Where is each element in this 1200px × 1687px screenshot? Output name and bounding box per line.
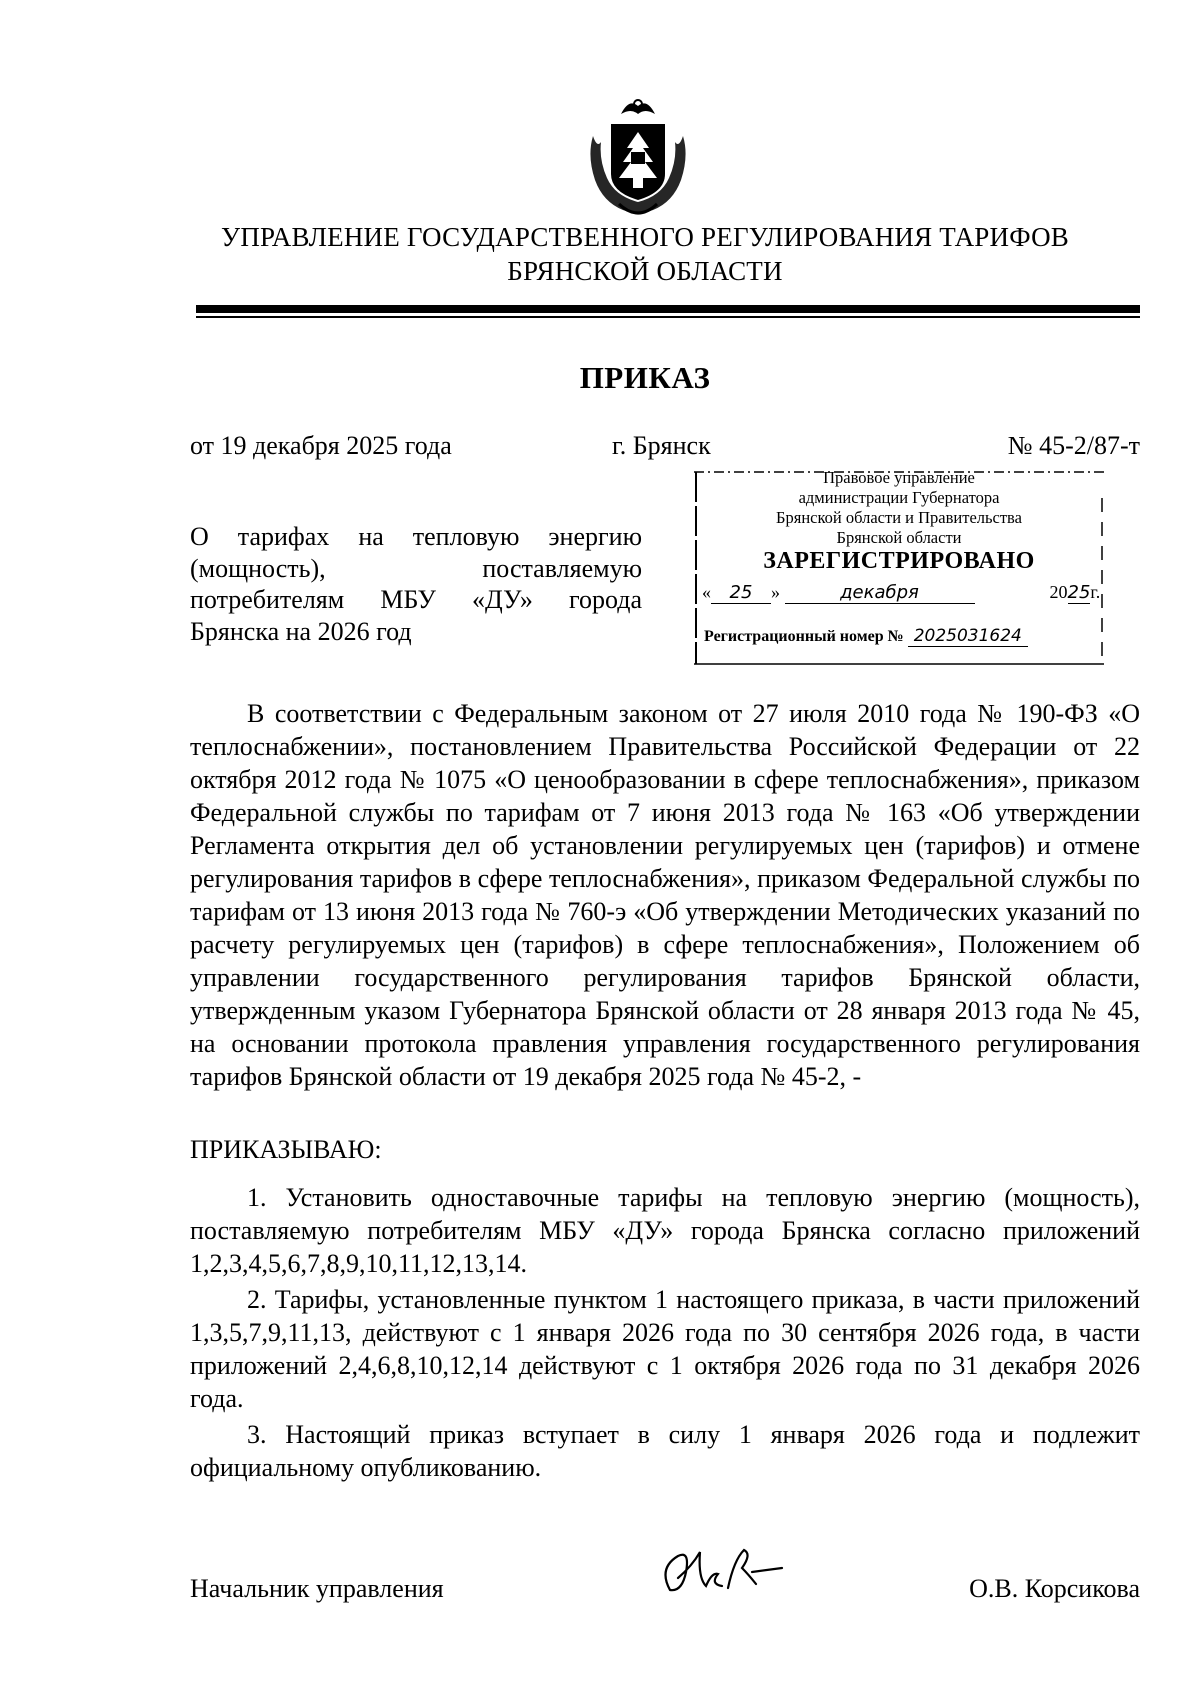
stamp-year-unit: г. (1090, 582, 1101, 602)
handwritten-signature-icon (648, 1538, 798, 1608)
order-points (190, 1181, 1140, 1487)
order-word: ПРИКАЗЫВАЮ: (190, 1135, 382, 1164)
header-divider-thin (196, 316, 1140, 318)
preamble (190, 697, 1140, 1093)
order-point-3: 3. Настоящий приказ вступает в силу 1 января 2026 года и подлежит официальному опубликованию. (190, 1420, 1140, 1482)
stamp-line4: Брянской области (836, 528, 962, 547)
document-title: ПРИКАЗ (579, 360, 711, 395)
stamp-reg-number: 2025031624 (908, 626, 1028, 647)
stamp-registered: ЗАРЕГИСТРИРОВАНО (763, 548, 1035, 574)
signatory-position: Начальник управления (190, 1574, 444, 1603)
signatory-name: О.В. Корсикова (969, 1574, 1140, 1603)
document-number: № 45-2/87-т (1007, 431, 1140, 460)
org-name-line2: БРЯНСКОЙ ОБЛАСТИ (507, 256, 783, 286)
coat-of-arms-icon (583, 96, 693, 220)
stamp-month: декабря (785, 582, 975, 604)
order-point-2: 2. Тарифы, установленные пунктом 1 настоящего приказа, в части приложений 1,3,5,7,9,11,13, действуют с 1 января 2026 года по 30 сентября 2026 года, в части приложений 2,4,6,8,10,12,14 действуют с 1 октября 2026 года по 31 декабря 2026 года. (190, 1285, 1140, 1413)
stamp-year-prefix: 20 (1049, 582, 1068, 602)
header-divider (196, 305, 1140, 313)
stamp-reg-label: Регистрационный номер № (704, 628, 904, 645)
document-subject: О тарифах на тепловую энергию (мощность), поставляемую потребителям МБУ «ДУ» города Брянска на 2026 год (190, 522, 642, 646)
stamp-day: 25 (711, 582, 771, 604)
stamp-year-suffix: 25 (1067, 582, 1091, 603)
stamp-line3: Брянской области и Правительства (776, 508, 1022, 527)
document-date: от 19 декабря 2025 года (190, 431, 452, 460)
stamp-regnum (704, 626, 1028, 646)
order-point-1: 1. Установить одноставочные тарифы на тепловую энергию (мощность), поставляемую потребителям МБУ «ДУ» города Брянска согласно приложений 1,2,3,4,5,6,7,8,9,10,11,12,13,14. (190, 1183, 1140, 1278)
registration-stamp (694, 468, 1104, 669)
stamp-date: « 25 » декабря 2025г. (702, 582, 1101, 603)
document-city: г. Брянск (612, 431, 711, 460)
stamp-line2: администрации Губернатора (798, 488, 1000, 507)
preamble-text: В соответствии с Федеральным законом от 27 июля 2010 года № 190-ФЗ «О теплоснабжении», постановлением Правительства Российской Федерации от 22 октября 2012 года № 1075 «О ценообразовании в сфере теплоснабжения», приказом Федеральной службы по тарифам от 7 июня 2013 года № 163 «Об утверждении Регламента открытия дел об установлении регулируемых цен (тарифов) и отмене регулирования тарифов в сфере теплоснабжения», приказом Федеральной службы по тарифам от 13 июня 2013 года № 760-э «Об утверждении Методических указаний по расчету регулируемых цен (тарифов) в сфере теплоснабжения», Положением об управлении государственного регулирования тарифов Брянской области, утвержденным указом Губернатора Брянской области от 28 января 2013 года № 45, на основании протокола правления управления государственного регулирования тарифов Брянской области от 19 декабря 2025 года № 45-2, - (190, 699, 1140, 1091)
org-name-line1: УПРАВЛЕНИЕ ГОСУДАРСТВЕННОГО РЕГУЛИРОВАНИЯ ТАРИФОВ (221, 222, 1069, 252)
stamp-line1: Правовое управление (823, 468, 975, 487)
